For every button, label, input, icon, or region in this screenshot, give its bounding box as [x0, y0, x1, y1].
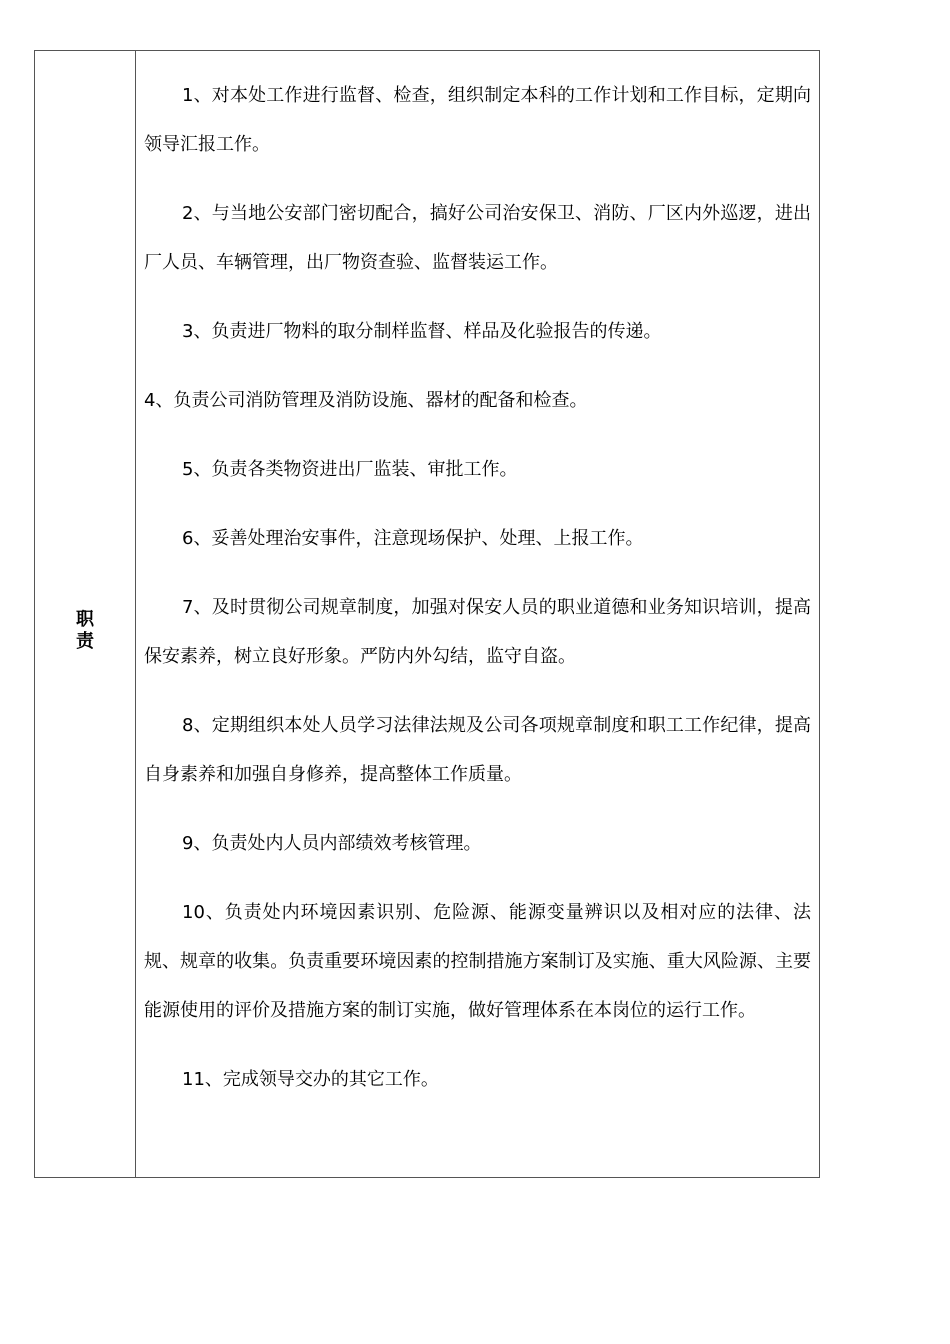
row-label: [35, 609, 135, 653]
duties-content-cell: [136, 51, 819, 1177]
duty-item: 1、对本处工作进行监督、检查，组织制定本科的工作计划和工作目标，定期向领导汇报工作。: [144, 85, 811, 155]
duty-item: 2、与当地公安部门密切配合，搞好公司治安保卫、消防、厂区内外巡逻，进出厂人员、车辆管理，出厂物资查验、监督装运工作。: [144, 203, 811, 273]
duty-item: 8、定期组织本处人员学习法律法规及公司各项规章制度和职工工作纪律，提高自身素养和加强自身修养，提高整体工作质量。: [144, 715, 811, 785]
row-label-char: 责: [76, 631, 94, 652]
duty-item: 6、妥善处理治安事件，注意现场保护、处理、上报工作。: [182, 528, 644, 549]
duty-item: 5、负责各类物资进出厂监装、审批工作。: [182, 459, 518, 480]
row-label-char: 职: [76, 609, 94, 630]
label-cell: [35, 51, 136, 1177]
duties-table: [34, 50, 820, 1178]
duty-item: 10、负责处内环境因素识别、危险源、能源变量辨识以及相对应的法律、法规、规章的收集。负责重要环境因素的控制措施方案制订及实施、重大风险源、主要能源使用的评价及措施方案的制订实施，做好管理体系在本岗位的运行工作。: [144, 902, 811, 1021]
duty-item: 7、及时贯彻公司规章制度，加强对保安人员的职业道德和业务知识培训，提高保安素养，树立良好形象。严防内外勾结，监守自盗。: [144, 597, 811, 667]
duty-item: 9、负责处内人员内部绩效考核管理。: [182, 833, 482, 854]
duty-item: 11、完成领导交办的其它工作。: [182, 1069, 439, 1090]
duty-item: 3、负责进厂物料的取分制样监督、样品及化验报告的传递。: [182, 321, 662, 342]
duty-item: 4、负责公司消防管理及消防设施、器材的配备和检查。: [144, 390, 588, 411]
